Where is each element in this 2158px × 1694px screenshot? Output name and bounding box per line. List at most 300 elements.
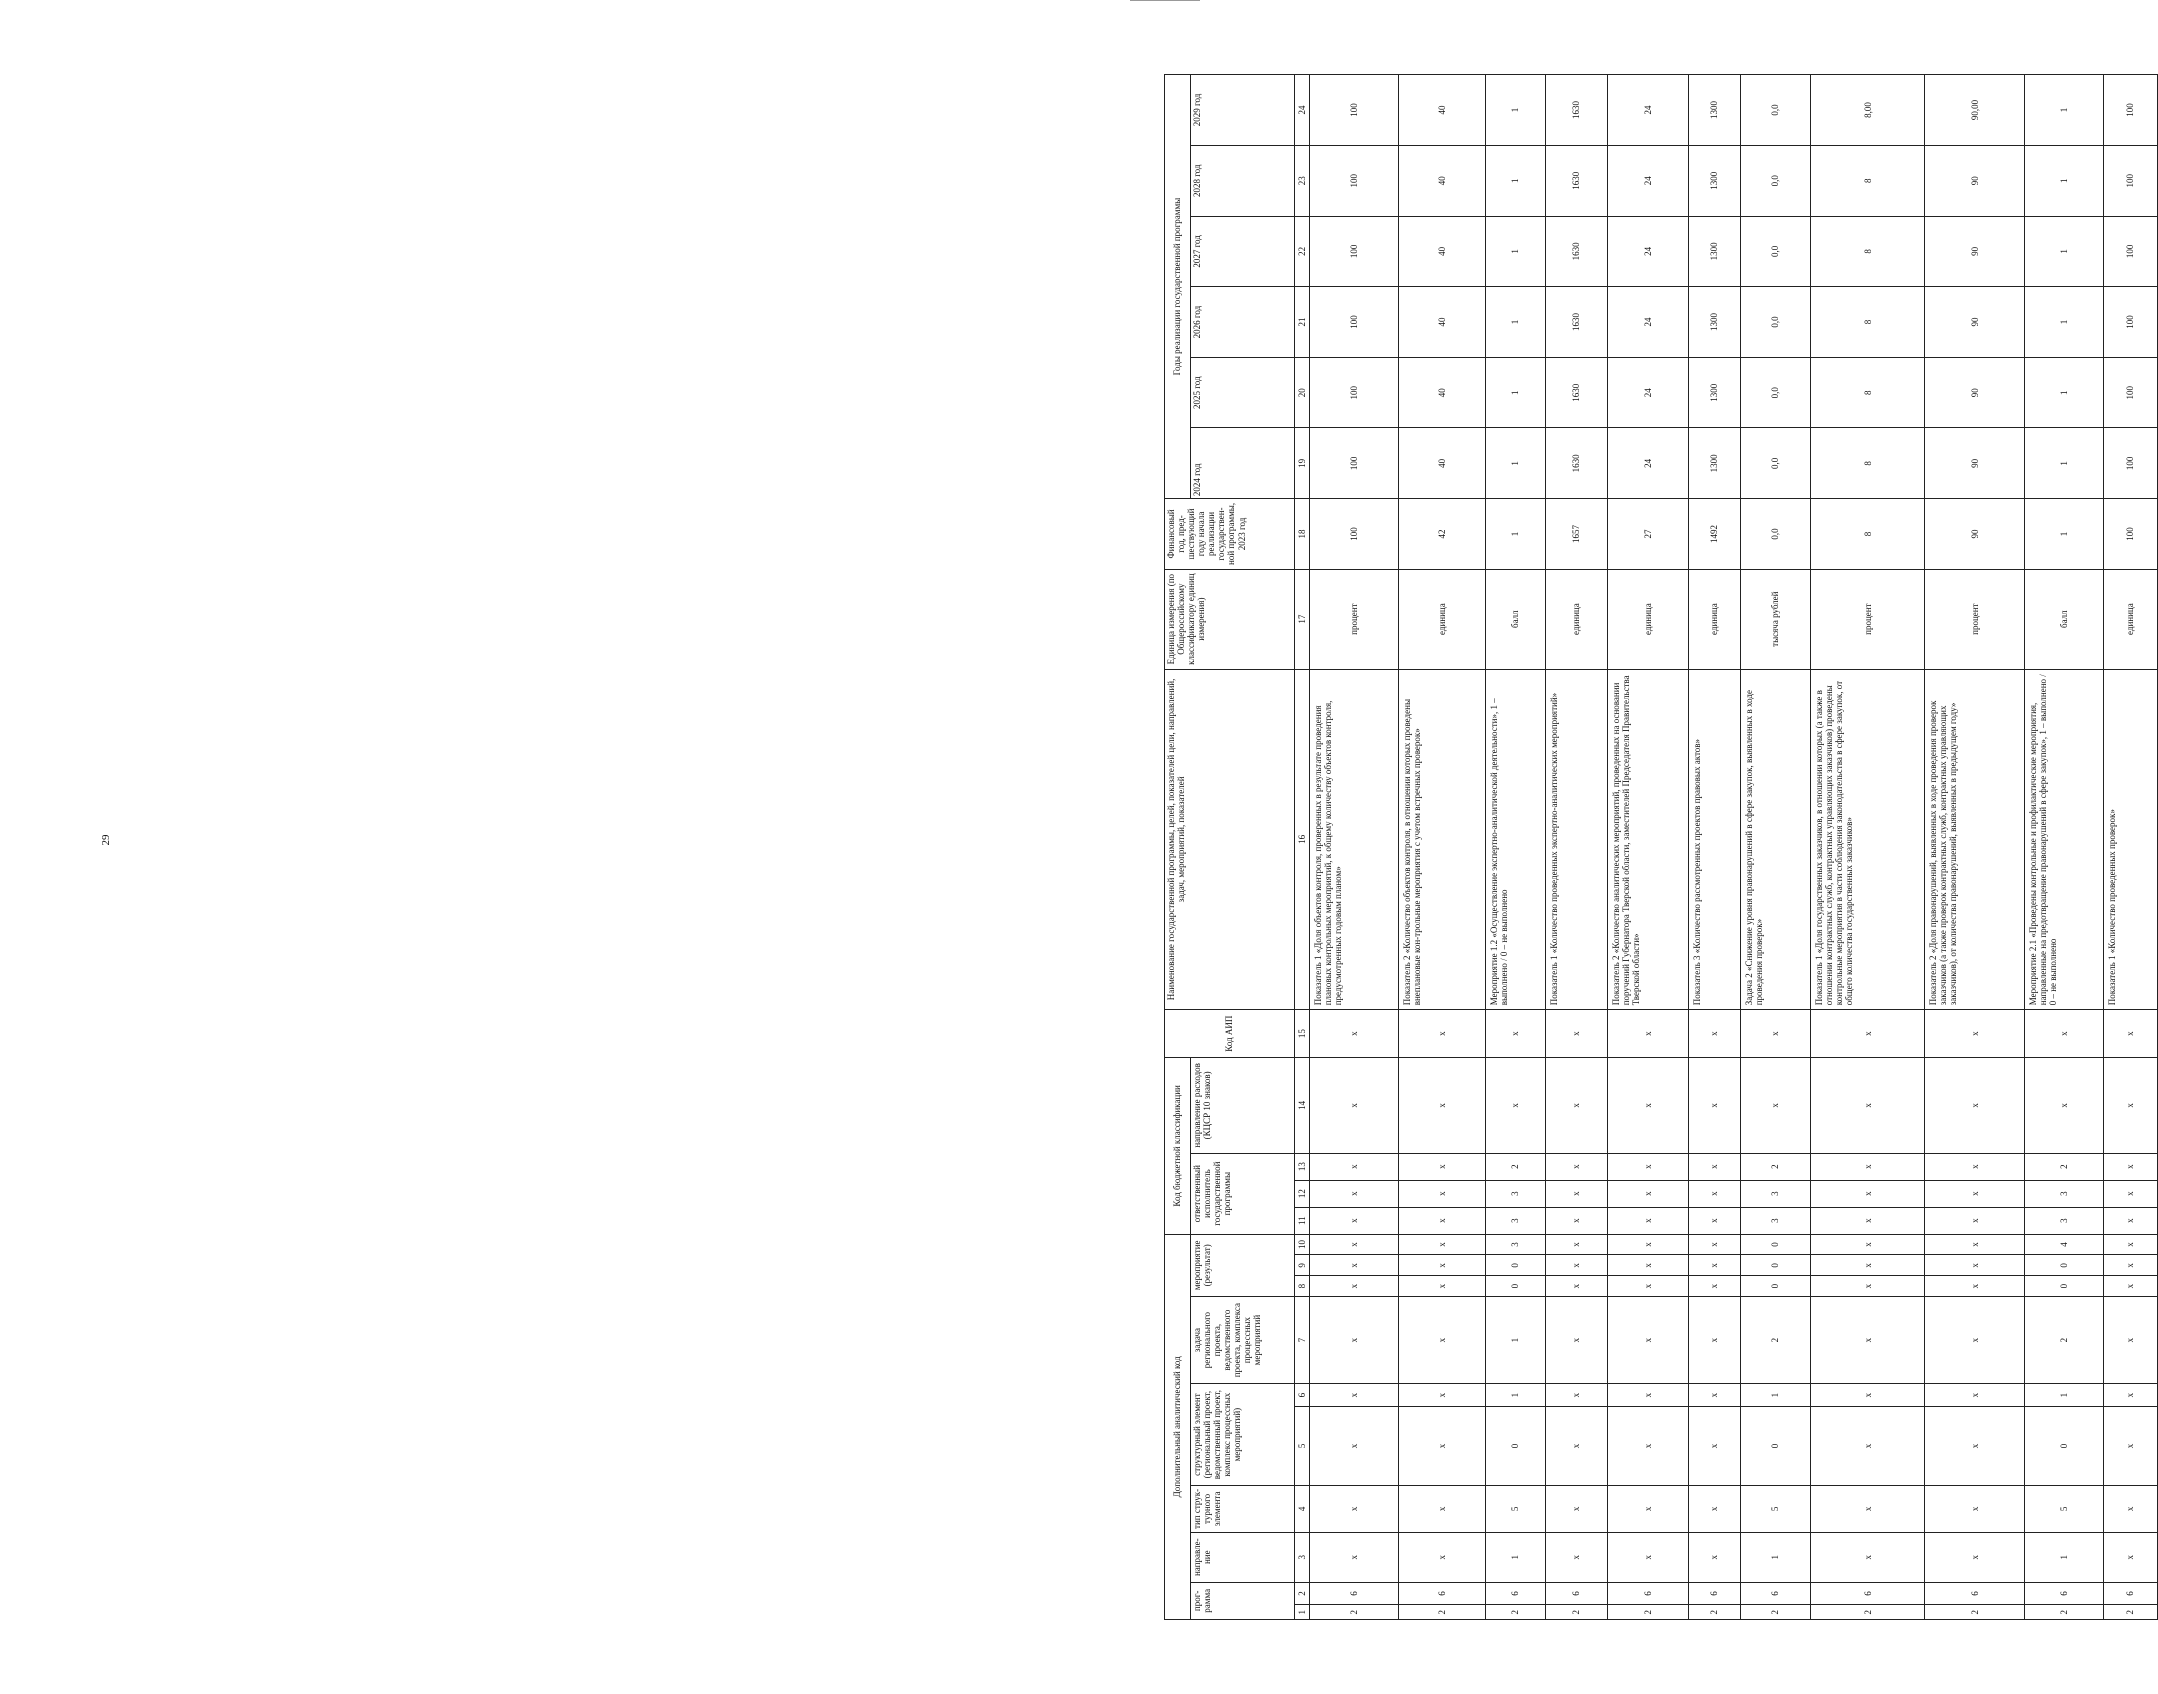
code-cell: x [1689, 1486, 1740, 1533]
base-year-value: 42 [1399, 499, 1486, 570]
code-cell: 0 [1740, 1234, 1810, 1255]
header-direction: направле-ние [1191, 1532, 1295, 1582]
base-year-value: 8 [1811, 499, 1925, 570]
year-value: 1300 [1689, 357, 1740, 428]
code-cell: x [1399, 1180, 1486, 1207]
unit-cell: процент [1924, 569, 2024, 669]
column-number: 19 [1295, 428, 1310, 499]
code-cell: x [1607, 1207, 1688, 1234]
table-row [1689, 75, 1740, 1620]
code-cell: x [1607, 1296, 1688, 1383]
code-cell: x [1740, 1010, 1810, 1058]
column-number: 18 [1295, 499, 1310, 570]
year-value: 1 [2025, 216, 2104, 287]
code-cell: 1 [2025, 1384, 2104, 1407]
row-name: Показатель 1 «Доля государственных заказчиков, в отношении которых (а также в отношении контрактных служб, контрактных управляющих заказчиков) проведены контрольные мероприятия в части соблюдения законодательства в сфере закупок, от общего количества государственных заказчиков» [1811, 669, 1925, 1010]
year-value: 0,0 [1740, 216, 1810, 287]
code-cell: x [1310, 1407, 1399, 1486]
code-cell: x [1689, 1384, 1740, 1407]
code-cell: x [1399, 1207, 1486, 1234]
code-cell: x [1310, 1276, 1399, 1297]
code-cell: x [1811, 1058, 1925, 1154]
code-cell: x [1924, 1207, 2024, 1234]
code-cell: x [2025, 1010, 2104, 1058]
code-cell: x [1607, 1180, 1688, 1207]
year-value: 1 [2025, 357, 2104, 428]
code-cell: x [2103, 1180, 2157, 1207]
code-cell: 0 [2025, 1407, 2104, 1486]
code-cell: x [1689, 1276, 1740, 1297]
code-cell: 2 [2103, 1605, 2157, 1620]
year-value: 90 [1924, 145, 2024, 216]
code-cell: x [1811, 1180, 1925, 1207]
column-number: 21 [1295, 287, 1310, 358]
code-cell: x [2103, 1532, 2157, 1582]
code-cell: x [1545, 1010, 1607, 1058]
code-cell: 3 [1486, 1180, 1546, 1207]
code-cell: x [1399, 1153, 1486, 1180]
code-cell: 2 [2025, 1605, 2104, 1620]
code-cell: x [1607, 1234, 1688, 1255]
code-cell: x [1486, 1010, 1546, 1058]
unit-cell: единица [1399, 569, 1486, 669]
base-year-value: 1 [1486, 499, 1546, 570]
year-value: 8 [1811, 357, 1925, 428]
code-cell: 2 [1545, 1605, 1607, 1620]
column-number: 9 [1295, 1255, 1310, 1276]
year-value: 100 [1310, 428, 1399, 499]
code-cell: x [1399, 1276, 1486, 1297]
table-row [2103, 75, 2157, 1620]
code-cell: 5 [1740, 1486, 1810, 1533]
code-cell: x [2103, 1234, 2157, 1255]
year-value: 1300 [1689, 75, 1740, 146]
code-cell: x [2103, 1296, 2157, 1383]
column-number: 1 [1295, 1605, 1310, 1620]
code-cell: x [1545, 1532, 1607, 1582]
code-cell: x [1545, 1276, 1607, 1297]
code-cell: x [1310, 1058, 1399, 1154]
code-cell: x [1399, 1407, 1486, 1486]
column-number: 11 [1295, 1207, 1310, 1234]
code-cell: 3 [1486, 1234, 1546, 1255]
header-year-2029: 2029 год [1191, 75, 1295, 146]
year-value: 1630 [1545, 287, 1607, 358]
code-cell: x [1545, 1384, 1607, 1407]
year-value: 90 [1924, 216, 2024, 287]
base-year-value: 100 [2103, 499, 2157, 570]
year-value: 90 [1924, 287, 2024, 358]
column-number: 14 [1295, 1058, 1310, 1154]
year-value: 1 [1486, 357, 1546, 428]
code-cell: x [1689, 1180, 1740, 1207]
code-cell: x [1486, 1058, 1546, 1154]
code-cell: x [1607, 1486, 1688, 1533]
code-cell: x [1545, 1407, 1607, 1486]
code-cell: 0 [1486, 1407, 1546, 1486]
code-cell: 1 [2025, 1532, 2104, 1582]
year-value: 0,0 [1740, 357, 1810, 428]
code-cell: x [1689, 1255, 1740, 1276]
table-row [1310, 75, 1399, 1620]
code-cell: x [1310, 1234, 1399, 1255]
code-cell: x [1924, 1153, 2024, 1180]
code-cell: x [1689, 1234, 1740, 1255]
code-cell: 6 [1486, 1582, 1546, 1605]
unit-cell: процент [1811, 569, 1925, 669]
code-cell: 2 [1607, 1605, 1688, 1620]
code-cell: x [1924, 1276, 2024, 1297]
code-cell: 5 [1486, 1486, 1546, 1533]
code-cell: x [1689, 1532, 1740, 1582]
code-cell: 6 [1607, 1582, 1688, 1605]
year-value: 1 [2025, 145, 2104, 216]
year-value: 1 [1486, 145, 1546, 216]
header-expense-direction: направление расходов (КЦСР 10 знаков) [1191, 1058, 1295, 1154]
code-cell: 1 [1740, 1384, 1810, 1407]
year-value: 24 [1607, 75, 1688, 146]
scan-edge-line [1130, 0, 1200, 1]
code-cell: x [1811, 1407, 1925, 1486]
base-year-value: 100 [1310, 499, 1399, 570]
header-unit: Единица измерения (по Общероссийскому классификатору единиц измерения) [1165, 569, 1295, 669]
code-cell: 0 [1740, 1407, 1810, 1486]
rotated-table-wrapper [1164, 74, 2158, 1620]
code-cell: x [1811, 1207, 1925, 1234]
table-row [1740, 75, 1810, 1620]
year-value: 1 [1486, 216, 1546, 287]
column-number: 22 [1295, 216, 1310, 287]
code-cell: x [1310, 1153, 1399, 1180]
table-row [1399, 75, 1486, 1620]
code-cell: x [2103, 1486, 2157, 1533]
code-cell: 2 [1740, 1296, 1810, 1383]
code-cell: x [2103, 1207, 2157, 1234]
year-value: 90 [1924, 357, 2024, 428]
year-value: 100 [2103, 287, 2157, 358]
column-number: 23 [1295, 145, 1310, 216]
year-value: 24 [1607, 145, 1688, 216]
code-cell: x [1811, 1532, 1925, 1582]
year-value: 100 [1310, 287, 1399, 358]
header-year-2024: 2024 год [1191, 428, 1295, 499]
base-year-value: 0,0 [1740, 499, 1810, 570]
year-value: 100 [2103, 75, 2157, 146]
header-year-2026: 2026 год [1191, 287, 1295, 358]
column-number: 7 [1295, 1296, 1310, 1383]
code-cell: x [1924, 1010, 2024, 1058]
code-cell: x [1399, 1234, 1486, 1255]
table-row [1924, 75, 2024, 1620]
code-cell: x [1607, 1276, 1688, 1297]
year-value: 100 [1310, 216, 1399, 287]
year-value: 1630 [1545, 145, 1607, 216]
page-number: 29 [100, 834, 112, 846]
unit-cell: процент [1310, 569, 1399, 669]
code-cell: x [1924, 1234, 2024, 1255]
code-cell: 6 [1924, 1582, 2024, 1605]
year-value: 8 [1811, 145, 1925, 216]
code-cell: x [2103, 1153, 2157, 1180]
code-cell: x [1545, 1207, 1607, 1234]
code-cell: x [1811, 1153, 1925, 1180]
code-cell: 3 [1740, 1207, 1810, 1234]
code-cell: x [1310, 1255, 1399, 1276]
code-cell: 2 [1811, 1605, 1925, 1620]
code-cell: x [1924, 1407, 2024, 1486]
code-cell: 3 [2025, 1180, 2104, 1207]
year-value: 24 [1607, 428, 1688, 499]
code-cell: 6 [1545, 1582, 1607, 1605]
column-number: 8 [1295, 1276, 1310, 1297]
year-value: 40 [1399, 216, 1486, 287]
column-number: 16 [1295, 669, 1310, 1010]
code-cell: 2 [1924, 1605, 2024, 1620]
header-additional-code: Дополнительный аналитический код [1165, 1234, 1191, 1619]
unit-cell: единица [1545, 569, 1607, 669]
year-value: 8 [1811, 428, 1925, 499]
code-cell: x [1310, 1384, 1399, 1407]
header-budget-code: Код бюджетной классификации [1165, 1058, 1191, 1235]
unit-cell: балл [2025, 569, 2104, 669]
year-value: 40 [1399, 75, 1486, 146]
code-cell: 0 [1486, 1255, 1546, 1276]
year-value: 1630 [1545, 75, 1607, 146]
code-cell: 2 [1486, 1153, 1546, 1180]
row-name: Показатель 1 «Доля объектов контроля, проверенных в результате проведения плановых контрольных мероприятий, к общему количеству объектов контроля, предусмотренных годовым планом» [1310, 669, 1399, 1010]
code-cell: x [1607, 1010, 1688, 1058]
header-task: задача регионального проекта, ведомственного проекта, комплекса процессных мероприятий [1191, 1296, 1295, 1383]
year-value: 100 [2103, 216, 2157, 287]
program-indicators-table [1164, 74, 2158, 1620]
column-number: 17 [1295, 569, 1310, 669]
year-value: 24 [1607, 357, 1688, 428]
header-struct-element: структурный элемент (региональный проект, ведомственный проект, комплекс процессных мероприятий) [1191, 1384, 1295, 1486]
code-cell: 4 [2025, 1234, 2104, 1255]
column-number: 2 [1295, 1582, 1310, 1605]
code-cell: x [1310, 1296, 1399, 1383]
year-value: 1630 [1545, 357, 1607, 428]
year-value: 1 [2025, 428, 2104, 499]
code-cell: x [1399, 1486, 1486, 1533]
code-cell: 3 [2025, 1207, 2104, 1234]
row-name: Показатель 1 «Количество проведенных проверок» [2103, 669, 2157, 1010]
code-cell: x [1689, 1207, 1740, 1234]
code-cell: 3 [1486, 1207, 1546, 1234]
year-value: 1300 [1689, 216, 1740, 287]
year-value: 0,0 [1740, 75, 1810, 146]
code-cell: x [1399, 1384, 1486, 1407]
column-number: 10 [1295, 1234, 1310, 1255]
year-value: 1300 [1689, 428, 1740, 499]
code-cell: x [1310, 1180, 1399, 1207]
column-number-row [1295, 75, 1310, 1620]
code-cell: 1 [1486, 1384, 1546, 1407]
column-number: 20 [1295, 357, 1310, 428]
code-cell: x [1607, 1058, 1688, 1154]
code-cell: x [1811, 1010, 1925, 1058]
code-cell: 1 [1740, 1532, 1810, 1582]
base-year-value: 27 [1607, 499, 1688, 570]
code-cell: x [1811, 1296, 1925, 1383]
row-name: Мероприятие 2.1 «Проведены контрольные и профилактические мероприятия, направленные на предотвращение правонарушений в сфере закупок», 1 – выполнено / 0 – не выполнено [2025, 669, 2104, 1010]
column-number: 15 [1295, 1010, 1310, 1058]
code-cell: 2 [1486, 1605, 1546, 1620]
unit-cell: единица [1689, 569, 1740, 669]
row-name: Показатель 2 «Количество аналитических мероприятий, проведенных на основании поручений Губернатора Тверской области, заместителей Председателя Правительства Тверской области» [1607, 669, 1688, 1010]
row-name: Показатель 2 «Количество объектов контроля, в отношении которых проведены внеплановые кон-трольные мероприятия с учетом встречных проверок» [1399, 669, 1486, 1010]
table-row [1607, 75, 1688, 1620]
header-executor: ответственный исполнитель государственной программы [1191, 1153, 1295, 1234]
code-cell: 2 [1740, 1153, 1810, 1180]
year-value: 0,0 [1740, 145, 1810, 216]
code-cell: x [1811, 1234, 1925, 1255]
code-cell: 6 [1811, 1582, 1925, 1605]
header-year-2027: 2027 год [1191, 216, 1295, 287]
code-cell: x [2103, 1384, 2157, 1407]
code-cell: x [1545, 1255, 1607, 1276]
year-value: 100 [1310, 75, 1399, 146]
table-row [1486, 75, 1546, 1620]
code-cell: 6 [2025, 1582, 2104, 1605]
year-value: 100 [1310, 357, 1399, 428]
code-cell: 6 [1310, 1582, 1399, 1605]
column-number: 12 [1295, 1180, 1310, 1207]
code-cell: x [2103, 1255, 2157, 1276]
table-body [1310, 75, 2158, 1620]
code-cell: x [1607, 1255, 1688, 1276]
code-cell: x [1689, 1296, 1740, 1383]
column-number: 24 [1295, 75, 1310, 146]
code-cell: x [1924, 1384, 2024, 1407]
code-cell: 6 [1740, 1582, 1810, 1605]
code-cell: x [1545, 1234, 1607, 1255]
code-cell: x [1740, 1058, 1810, 1154]
code-cell: x [2103, 1276, 2157, 1297]
header-year-2028: 2028 год [1191, 145, 1295, 216]
year-value: 100 [1310, 145, 1399, 216]
year-value: 24 [1607, 287, 1688, 358]
base-year-value: 90 [1924, 499, 2024, 570]
year-value: 24 [1607, 216, 1688, 287]
code-cell: x [1924, 1255, 2024, 1276]
code-cell: x [1545, 1180, 1607, 1207]
row-name: Задача 2 «Снижение уровня правонарушений в сфере закупок, выявленных в ходе проведения проверок» [1740, 669, 1810, 1010]
code-cell: 0 [2025, 1276, 2104, 1297]
year-value: 100 [2103, 145, 2157, 216]
code-cell: x [1811, 1384, 1925, 1407]
header-struct-type: тип струк-турного элемента [1191, 1486, 1295, 1533]
header-year-2025: 2025 год [1191, 357, 1295, 428]
code-cell: x [1310, 1486, 1399, 1533]
code-cell: 2 [1310, 1605, 1399, 1620]
year-value: 1 [1486, 428, 1546, 499]
year-value: 40 [1399, 145, 1486, 216]
unit-cell: единица [2103, 569, 2157, 669]
year-value: 0,0 [1740, 428, 1810, 499]
unit-cell: балл [1486, 569, 1546, 669]
header-base-year: Финансовый год, пред-шествующий году начала реализации государствен-ной программы, 2023 год [1165, 499, 1295, 570]
year-value: 1300 [1689, 287, 1740, 358]
table-row [1545, 75, 1607, 1620]
column-number: 13 [1295, 1153, 1310, 1180]
code-cell: x [1924, 1532, 2024, 1582]
code-cell: x [1399, 1010, 1486, 1058]
year-value: 100 [2103, 357, 2157, 428]
code-cell: x [1607, 1384, 1688, 1407]
row-name: Мероприятие 1.2 «Осуществление экспертно-аналитической деятельности», 1 – выполнено / 0 – не выполнено [1486, 669, 1546, 1010]
code-cell: x [1924, 1486, 2024, 1533]
year-value: 1 [1486, 287, 1546, 358]
code-cell: 2 [1740, 1605, 1810, 1620]
code-cell: 2 [1689, 1605, 1740, 1620]
base-year-value: 1 [2025, 499, 2104, 570]
code-cell: x [1399, 1296, 1486, 1383]
base-year-value: 1657 [1545, 499, 1607, 570]
row-name: Показатель 3 «Количество рассмотренных проектов правовых актов» [1689, 669, 1740, 1010]
code-cell: 0 [2025, 1255, 2104, 1276]
code-cell: 2 [2025, 1296, 2104, 1383]
table-row [1811, 75, 1925, 1620]
code-cell: x [1399, 1058, 1486, 1154]
code-cell: 0 [1740, 1255, 1810, 1276]
code-cell: x [1310, 1207, 1399, 1234]
code-cell: x [1689, 1010, 1740, 1058]
year-value: 1300 [1689, 145, 1740, 216]
year-value: 1630 [1545, 428, 1607, 499]
code-cell: 3 [1740, 1180, 1810, 1207]
column-number: 5 [1295, 1407, 1310, 1486]
code-cell: x [1811, 1276, 1925, 1297]
code-cell: x [1545, 1153, 1607, 1180]
code-cell: x [1689, 1058, 1740, 1154]
code-cell: x [1545, 1296, 1607, 1383]
header-aip: Код АИП [1165, 1010, 1295, 1058]
column-number: 4 [1295, 1486, 1310, 1533]
code-cell: 2 [2025, 1153, 2104, 1180]
unit-cell: единица [1607, 569, 1688, 669]
header-name: Наименование государственной программы, целей, показателей цели, направлений, задач, мероприятий, показателей [1165, 669, 1295, 1010]
code-cell: x [1689, 1153, 1740, 1180]
code-cell: x [1924, 1058, 2024, 1154]
code-cell: x [1399, 1532, 1486, 1582]
code-cell: x [1811, 1486, 1925, 1533]
year-value: 90 [1924, 428, 2024, 499]
unit-cell: тысяча рублей [1740, 569, 1810, 669]
code-cell: x [1924, 1180, 2024, 1207]
code-cell: 1 [1486, 1296, 1546, 1383]
code-cell: x [2025, 1058, 2104, 1154]
code-cell: x [1310, 1532, 1399, 1582]
year-value: 40 [1399, 287, 1486, 358]
row-name: Показатель 2 «Доля правонарушений, выявленных в ходе проведения проверок заказчиков (а также проверок контрактных служб, контрактных управляющих заказчиков), от количества правонарушений, выявленных в предыдущем году» [1924, 669, 2024, 1010]
code-cell: 6 [1399, 1582, 1486, 1605]
year-value: 40 [1399, 357, 1486, 428]
code-cell: x [2103, 1407, 2157, 1486]
code-cell: 6 [1689, 1582, 1740, 1605]
code-cell: x [1607, 1532, 1688, 1582]
code-cell: x [2103, 1058, 2157, 1154]
code-cell: x [1607, 1153, 1688, 1180]
year-value: 1 [1486, 75, 1546, 146]
code-cell: 1 [1486, 1532, 1546, 1582]
year-value: 0,0 [1740, 287, 1810, 358]
code-cell: x [1399, 1255, 1486, 1276]
year-value: 8,00 [1811, 75, 1925, 146]
code-cell: x [1310, 1010, 1399, 1058]
year-value: 8 [1811, 287, 1925, 358]
row-name: Показатель 1 «Количество проведенных экспертно-аналитических мероприятий» [1545, 669, 1607, 1010]
